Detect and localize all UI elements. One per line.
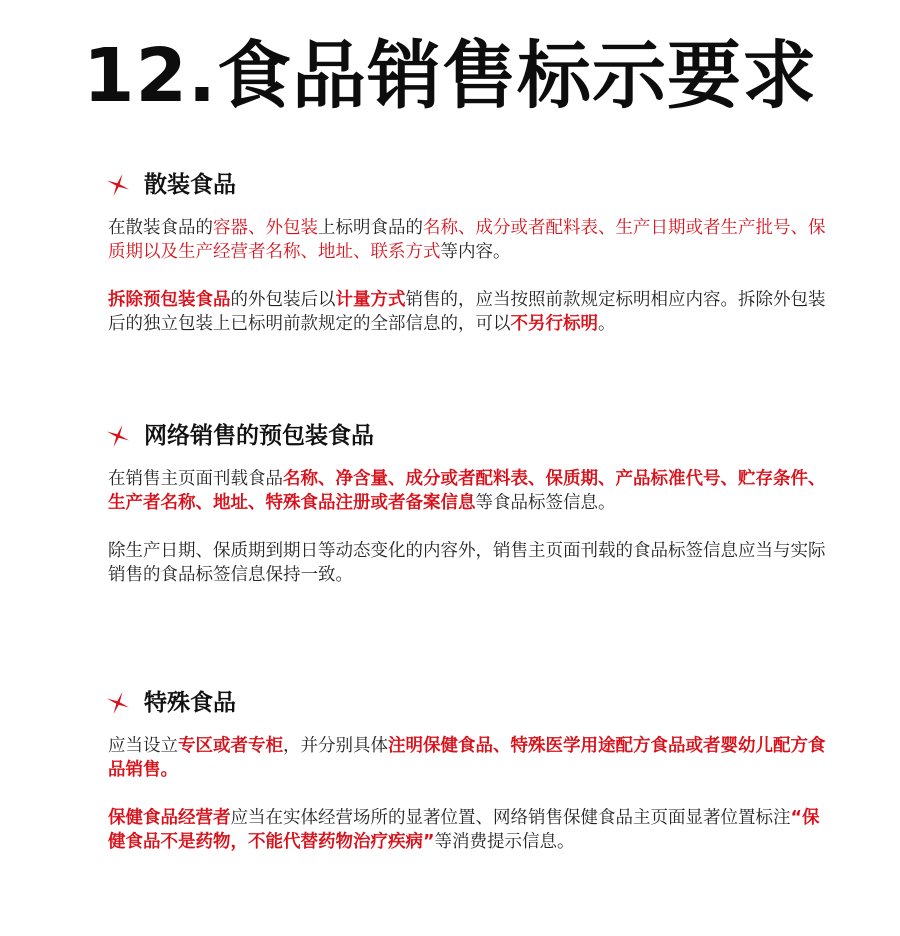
section-heading-text: 散装食品 bbox=[144, 172, 236, 198]
emphasis-text: 专区或者专柜 bbox=[178, 736, 283, 756]
section-online-prepackaged bbox=[108, 421, 828, 587]
section-heading-text: 特殊食品 bbox=[144, 690, 236, 716]
section-special-food bbox=[108, 688, 828, 854]
section-heading bbox=[108, 421, 828, 455]
plain-text: 在散装食品的 bbox=[108, 218, 213, 238]
plain-text: ，并分别具体 bbox=[283, 736, 388, 756]
emphasis-text: 注明保健食品、特殊医学用途配方食品或者婴幼儿配方食品销售。 bbox=[108, 736, 826, 780]
section-bulk-food bbox=[108, 170, 828, 336]
plain-text: 。 bbox=[598, 314, 616, 334]
emphasis-text: “保健食品不是药物，不能代替药物治疗疾病” bbox=[108, 808, 820, 852]
emphasis-text: 拆除预包装食品 bbox=[108, 290, 231, 310]
plain-text: 销售的，应当按照前款规定标明相应内容。拆除外包装后的独立包装上已标明前款规定的全部信息的，可以 bbox=[108, 290, 826, 334]
section-paragraph bbox=[108, 806, 828, 854]
section-heading-text: 网络销售的预包装食品 bbox=[144, 423, 374, 449]
highlight-text: 容器、外包装 bbox=[213, 218, 318, 238]
plain-text: 应当设立 bbox=[108, 736, 178, 756]
section-heading bbox=[108, 170, 828, 204]
plain-text: 等消费提示信息。 bbox=[434, 832, 575, 852]
red-star-icon bbox=[106, 173, 130, 197]
plain-text: 的外包装后以 bbox=[230, 290, 336, 310]
emphasis-text: 计量方式 bbox=[335, 290, 406, 310]
plain-text: 在销售主页面刊载食品 bbox=[108, 469, 283, 489]
section-paragraph bbox=[108, 734, 828, 782]
emphasis-text: 不另行标明 bbox=[510, 314, 598, 334]
plain-text: 等食品标签信息。 bbox=[475, 493, 616, 513]
section-paragraph bbox=[108, 288, 828, 336]
plain-text: 除生产日期、保质期到期日等动态变化的内容外，销售主页面刊载的食品标签信息应当与实际销售的食品标签信息保持一致。 bbox=[108, 541, 826, 585]
emphasis-text: 名称、净含量、成分或者配料表、保质期、产品标准代号、贮存条件、生产者名称、地址、特殊食品注册或者备案信息 bbox=[108, 469, 826, 513]
plain-text: 应当在实体经营场所的显著位置、网络销售保健食品主页面显著位置标注 bbox=[230, 808, 791, 828]
section-paragraph bbox=[108, 539, 828, 587]
section-paragraph bbox=[108, 216, 828, 264]
highlight-text: 名称、成分或者配料表、生产日期或者生产批号、保质期以及生产经营者名称、地址、联系方式 bbox=[108, 218, 826, 262]
plain-text: 上标明食品的 bbox=[318, 218, 423, 238]
page-title: 12.食品销售标示要求 bbox=[82, 33, 818, 119]
emphasis-text: 保健食品经营者 bbox=[108, 808, 231, 828]
section-paragraph bbox=[108, 467, 828, 515]
red-star-icon bbox=[106, 424, 130, 448]
red-star-icon bbox=[106, 691, 130, 715]
section-heading bbox=[108, 688, 828, 722]
plain-text: 等内容。 bbox=[440, 242, 511, 262]
